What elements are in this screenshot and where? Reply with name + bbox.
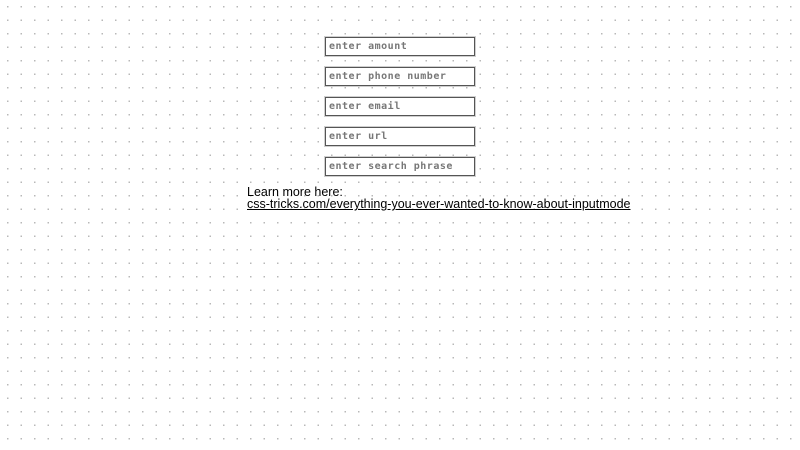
url-input[interactable]	[325, 127, 475, 146]
phone-number-input[interactable]	[325, 67, 475, 86]
inputmode-form	[325, 37, 475, 187]
learn-more-label: Learn more here:	[247, 185, 343, 199]
css-tricks-link[interactable]: css-tricks.com/everything-you-ever-wanted-to-know-about-inputmode	[247, 197, 631, 211]
search-phrase-input[interactable]	[325, 157, 475, 176]
learn-more-section	[247, 186, 630, 210]
amount-input[interactable]	[325, 37, 475, 56]
email-input[interactable]	[325, 97, 475, 116]
